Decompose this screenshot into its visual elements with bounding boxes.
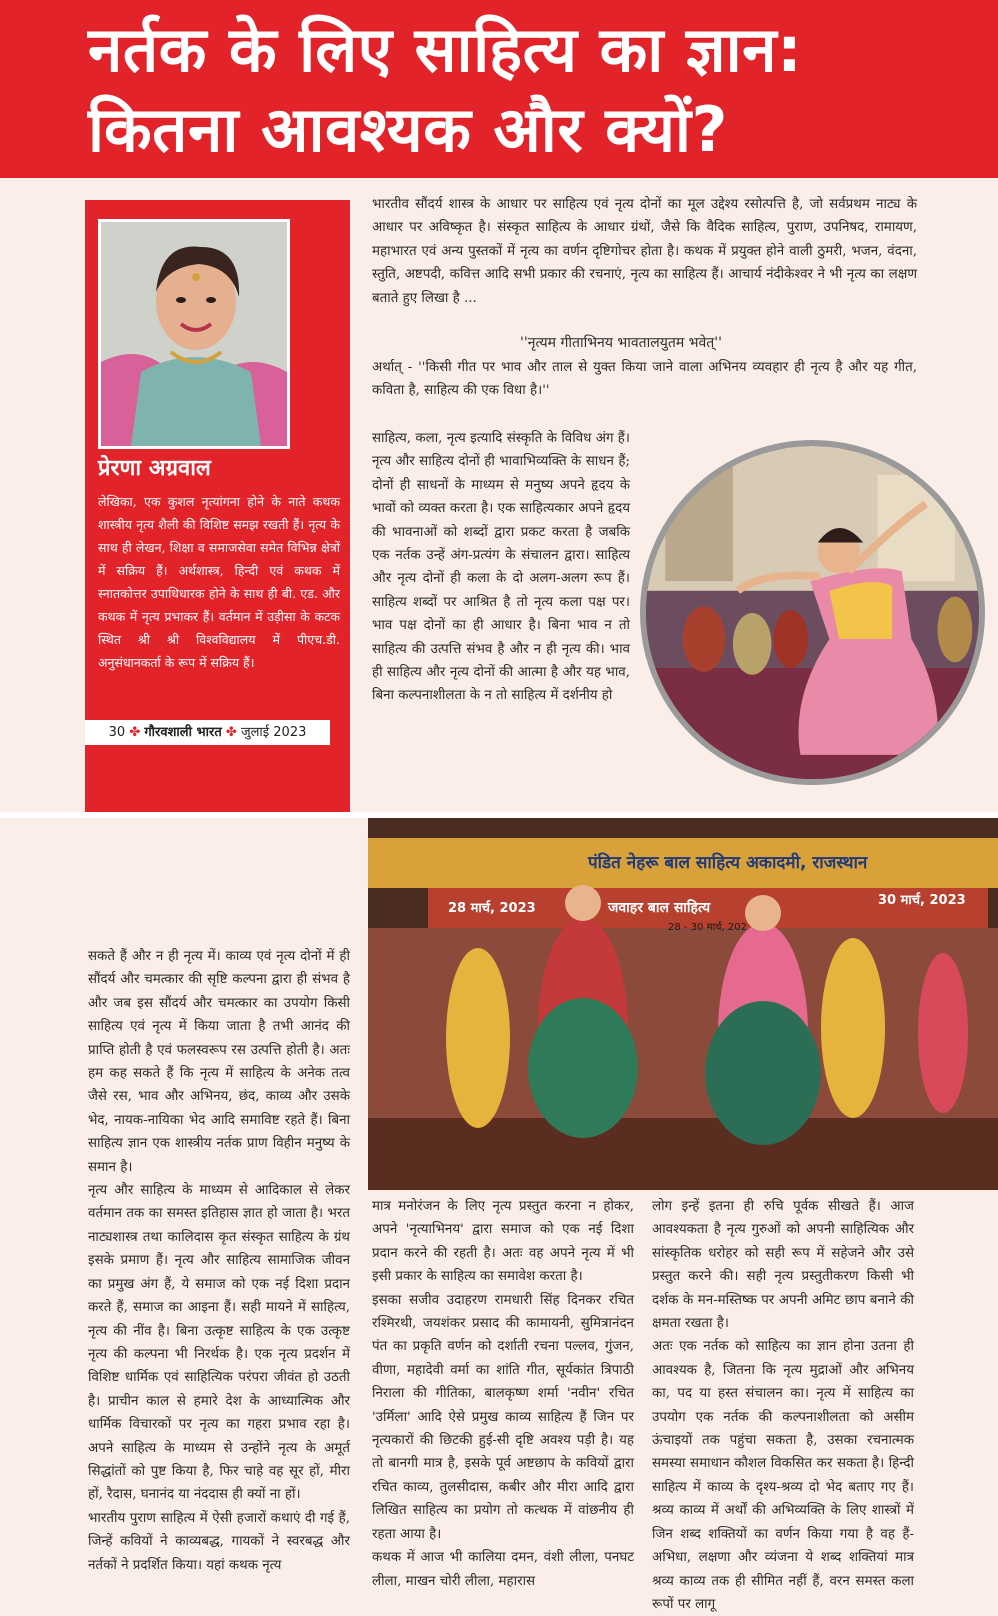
- lower-col-1-para-3: भारतीय पुराण साहित्य में ऐसी हजारों कथाएं दी गई हैं, जिन्हें कवियों ने काव्यबद्ध, गायकों ने स्वरबद्ध और नर्तकों ने प्रदर्शित किया। यहां कथक नृत्य: [88, 1510, 350, 1573]
- stage-date-range: 28 - 30 मार्च, 202: [668, 922, 747, 933]
- author-name: प्रेरणा अग्रवाल: [98, 456, 211, 481]
- intro-paragraph: भारतीव सौंदर्य शास्त्र के आधार पर साहित्य एवं नृत्य दोनों का मूल उद्देश्य रसोत्पत्ति है, जो सर्वप्रथम नाट्य के आधार पर अविष्कृत है। संस्कृत साहित्य के आधार ग्रंथों, जैसे कि वैदिक साहित्य, पुराण, उपनिषद, रामायण, महाभारत एवं अन्य पुस्तकों में नृत्य का वर्णन दृष्टिगोचर होता है। कथक में प्रयुक्त होने वाली ठुमरी, भजन, वंदना, स्तुति, अष्टपदी, कवित्त आदि सभी प्रकार की रचनाएं, नृत्य का साहित्य हैं। आचार्य नंदीकेश्वर ने भी नृत्य का लक्षण बताते हुए लिखा है ...: [372, 197, 917, 306]
- separator-icon: ✤: [225, 725, 237, 740]
- dancer-illustration: [640, 440, 985, 785]
- author-portrait-illustration: [101, 222, 287, 446]
- stage-performance-photo: [368, 818, 998, 1190]
- shloka-meaning: अर्थात् - ''किसी गीत पर भाव और ताल से युक्त किया जाने वाला अभिनय व्यवहार ही नृत्य है और यह गीत, कविता है, साहित्य की एक विधा है।'': [372, 360, 917, 399]
- stage-date-right: 30 मार्च, 2023: [878, 893, 966, 908]
- stage-banner-mid: जवाहर बाल साहित्य: [608, 900, 711, 916]
- kathak-dancer-painting: [646, 446, 979, 779]
- lower-column-3: [652, 1195, 914, 1616]
- lower-col-1-para-2: नृत्य और साहित्य के माध्यम से आदिकाल से लेकर वर्तमान तक का समस्त इतिहास ज्ञात हो जाता है। भरत नाट्यशास्त्र तथा कालिदास कृत संस्कृत साहित्य के ग्रंथ इसके प्रमाण हैं। नृत्य और साहित्य सामाजिक जीवन का प्रमुख अंग हैं, ये समाज को एक नई दिशा प्रदान करते हैं, समाज का आइना हैं। सही मायने में साहित्य, नृत्य की नींव है। बिना उत्कृष्ट साहित्य के एक उत्कृष्ट नृत्य की कल्पना भी निरर्थक है। एक नृत्य प्रदर्शन में विशिष्ट धार्मिक एवं साहित्यिक परंपरा जीवंत हो उठती है। प्राचीन काल से हमारे देश के आध्यात्मिक और धार्मिक विचारकों पर नृत्य का गहरा प्रभाव रहा है। अपने साहित्य के माध्यम से उन्होंने नृत्य के अमूर्त सिद्धांतों को पुष्ट किया है, फिर चाहे वह सूर हों, मीरा हों, रैदास, घनानंद या नंददास ही क्यों ना हों।: [88, 1183, 350, 1503]
- lower-col-1-para-1: सकते हैं और न ही नृत्य में। काव्य एवं नृत्य दोनों में ही सौंदर्य और चमत्कार की सृष्टि कल्पना द्वारा ही संभव है और जब इस सौंदर्य और चमत्कार का उपयोग किसी साहित्य एवं नृत्य में किया जाता है तभी आनंद की प्राप्ति होती है एवं फलस्वरूप रस उत्पत्ति होती है। अतः हम कह सकते हैं कि नृत्य में साहित्य के अनेक तत्व जैसे रस, भाव और अभिनय, छंद, काव्य और उसके भेद, नायक-नायिका भेद आदि समाविष्ट रहते हैं। बिना साहित्य ज्ञान एक शास्त्रीय नर्तक प्राण विहीन मनुष्य के समान है।: [88, 949, 350, 1175]
- shloka-quote: ''नृत्यम गीताभिनय भावतालयुतम भवेत्'': [520, 335, 722, 351]
- article-title-line-2: कितना आवश्यक और क्यों?: [88, 93, 728, 166]
- lower-col-2-para-3: कथक में आज भी कालिया दमन, वंशी लीला, पनघट लीला, माखन चोरी लीला, महारास: [372, 1550, 634, 1589]
- middle-paragraph: साहित्य, कला, नृत्य इत्यादि संस्कृति के विविध अंग हैं। नृत्य और साहित्य दोनों ही भावाभिव्यक्ति के साधन हैं; दोनों ही साधनों के माध्यम से मनुष्य अपने हृदय के भावों को व्यक्त करता है। एक साहित्यकार अपने हृदय की भावनाओं को शब्दों द्वारा प्रकट करता है जबकि एक नर्तक उन्हें अंग-प्रत्यंग के संचालन द्वारा। साहित्य और नृत्य दोनों ही कला के दो अलग-अलग रूप हैं। साहित्य शब्दों पर आश्रित है तो नृत्य कला पक्ष पर। भाव पक्ष दोनों का ही आधार है। बिना भाव न तो साहित्य की उत्पत्ति संभव है और न ही नृत्य की। भाव ही साहित्य और नृत्य दोनों की आत्मा है और यह भाव, बिना कल्पनाशीलता के न तो साहित्य में दर्शनीय हो: [372, 431, 630, 704]
- lower-col-3-para-1: लोग इन्हें इतना ही रुचि पूर्वक सीखते हैं। आज आवश्यकता है नृत्य गुरुओं को अपनी साहित्यिक और सांस्कृतिक धरोहर को सही रूप में सहेजने और उसे प्रस्तुत करने की। सही नृत्य प्रस्तुतीकरण किसी भी दर्शक के मन-मस्तिष्क पर अपनी अमिट छाप बनाने की क्षमता रखता है।: [652, 1199, 914, 1332]
- author-photo: [98, 219, 290, 449]
- lower-column-1: [88, 945, 350, 1577]
- separator-icon: ✤: [129, 725, 141, 740]
- stage-date-left: 28 मार्च, 2023: [448, 901, 536, 916]
- stage-banner-title: पंडित नेहरू बाल साहित्य अकादमी, राजस्थान: [588, 853, 868, 873]
- magazine-name: गौरवशाली भारत: [144, 725, 222, 740]
- issue-tag: [85, 720, 330, 745]
- author-bio: लेखिका, एक कुशल नृत्यांगना होने के नाते कथक शास्त्रीय नृत्य शैली की विशिष्ट समझ रखती हैं। नृत्य के साथ ही लेखन, शिक्षा व समाजसेवा समेत विभिन्न क्षेत्रों में सक्रिय हैं। अर्थशास्त्र, हिन्दी एवं कथक में स्नातकोत्तर उपाधिधारक होने के साथ ही बी. एड. और कथक में नृत्य प्रभाकर हैं। वर्तमान में उड़ीसा के कटक स्थित श्री श्री विश्वविद्यालय में पीएच.डी. अनुसंधानकर्ता के रूप में सक्रिय हैं।: [98, 494, 340, 670]
- stage-performance-image: [368, 818, 998, 1190]
- lower-col-3-para-2: अतः एक नर्तक को साहित्य का ज्ञान होना उतना ही आवश्यक है, जितना कि नृत्य मुद्राओं और अभिनय का, पद या हस्त संचालन का। नृत्य में साहित्य का उपयोग एक नर्तक की कल्पनाशीलता को असीम ऊंचाइयों तक पहुंचा सकता है, उसका रचनात्मक समस्या समाधान कौशल विकसित कर सकता है। हिन्दी साहित्य में काव्य के दृश्य-श्रव्य दो भेद बताए गए हैं। श्रव्य काव्य में अर्थों की अभिव्यक्ति के लिए शास्त्रों में जिन शब्द शक्तियों का वर्णन किया गया है वह हैं- अभिधा, लक्षणा और व्यंजना ये शब्द शक्तियां मात्र श्रव्य काव्य तक ही सीमित नहीं हैं, वरन समस्त कला रूपों पर लागू: [652, 1339, 914, 1612]
- article-title-line-1: नर्तक के लिए साहित्य का ज्ञान:: [88, 13, 803, 86]
- lower-col-2-para-2: इसका सजीव उदाहरण रामधारी सिंह दिनकर रचित रश्मिरथी, जयशंकर प्रसाद की कामायनी, सुमित्रानंदन पंत का प्रकृति वर्णन को दर्शाती रचना पल्लव, गुंजन, वीणा, महादेवी वर्मा का शांति गीत, सूर्यकांत त्रिपाठी निराला की गीतिका, बालकृष्ण शर्मा 'नवीन' रचित 'उर्मिला' आदि ऐसे प्रमुख काव्य साहित्य हैं जिन पर नृत्यकारों की छिटकी हुई-सी दृष्टि अवश्य पड़ी है। यह तो बानगी मात्र है, इसके पूर्व अष्टछाप के कवियों द्वारा रचित काव्य, तुलसीदास, कबीर और मीरा आदि द्वारा लिखित साहित्य का प्रयोग तो कत्थक में वांछनीय ही रहता आया है।: [372, 1292, 634, 1542]
- page-number: 30: [108, 725, 126, 740]
- lower-col-2-para-1: मात्र मनोरंजन के लिए नृत्य प्रस्तुत करना न होकर, अपने 'नृत्याभिनय' द्वारा समाज को एक नई दिशा प्रदान करने की रहती है। अतः वह अपने नृत्य में भी इसी प्रकार के साहित्य का समावेश करता है।: [372, 1199, 634, 1285]
- title-banner: [0, 0, 998, 178]
- lower-column-2: [372, 1195, 634, 1593]
- issue-month: जुलाई 2023: [240, 725, 307, 740]
